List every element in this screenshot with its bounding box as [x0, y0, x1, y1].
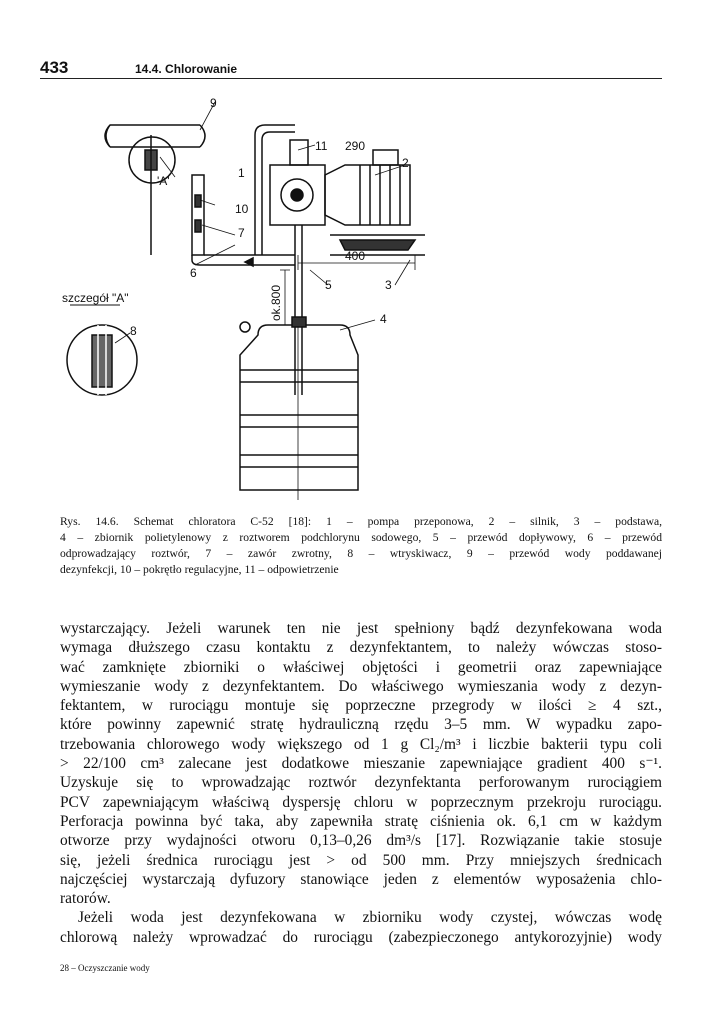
text-line: fektantem, w rurociągu montuje się poprzeczne przegrody w ilości ≥ 4 szt., [60, 697, 662, 715]
label-3: 3 [385, 278, 392, 292]
text-line: Jeżeli woda jest dezynfekowana w zbiorniku wody czystej, wówczas wodę [78, 909, 662, 927]
text-line: wymaga dłuższego czasu kontaktu z dezynfektantem, to należy wówczas stoso- [60, 639, 662, 657]
discharge-pipe [255, 125, 295, 255]
label-5: 5 [325, 278, 332, 292]
text-line: się, jeżeli średnica rurociągu jest > od 500 mm. Przy mniejszych średnicach [60, 851, 662, 869]
text-line: trzebowania chlorowego wody większego od 1 g Cl₂/m³ i liczbie bakterii typu coli [60, 735, 662, 753]
header-rule [40, 78, 662, 79]
dimension-lines [280, 255, 415, 325]
label-a: 'A' [157, 174, 170, 188]
motor [325, 150, 425, 255]
text-line: wać zamknięte zbiorniki o właściwej objętości i geometrii oraz zapewniające [60, 658, 662, 676]
body-text [60, 619, 662, 947]
text-line: otworze przy wydajności otworu 0,13–0,26 dm³/s [17]. Rozwiązanie takie stosuje [60, 832, 662, 850]
water-pipe [105, 125, 205, 255]
text-line: chlorową należy wprowadzać do rurociągu (zabezpieczonego antykorozyjnie) wody [60, 928, 662, 946]
page-number: 433 [40, 58, 69, 77]
running-header: 14.4. Chlorowanie [135, 62, 238, 76]
text-line: PCV zapewniającym właściwą dyspersję chloru w poprzecznym przekroju rurociągu. [60, 793, 662, 811]
label-4: 4 [380, 312, 387, 326]
caption-line: Rys. 14.6. Schemat chloratora C-52 [18]: 1 – pompa przeponowa, 2 – silnik, 3 – podstawa, [60, 515, 662, 528]
label-10: 10 [235, 202, 249, 216]
text-line: wymieszanie wody z dezynfektantem. Do właściwego wymieszania wody z dezyn- [60, 677, 662, 695]
caption-line: dezynfekcji, 10 – pokrętło regulacyjne, 11 – odpowietrzenie [60, 563, 339, 576]
text-line: najczęściej wystarczają dyfuzory stanowiące jeden z elementów wyposażenia chlo- [60, 870, 662, 888]
text-line: które powinny zapewnić stratę hydrauliczną rzędu 3–5 mm. W wypadku zapo- [60, 716, 662, 734]
text-line: ratorów. [60, 890, 111, 908]
label-9: 9 [210, 96, 217, 110]
caption-line: 4 – zbiornik polietylenowy z roztworem podchlorynu sodowego, 5 – przewód dopływowy, 6 – przewód [60, 531, 662, 544]
label-290: 290 [345, 139, 366, 153]
text-line: wystarczający. Jeżeli warunek ten nie jest spełniony bądź dezynfekowana woda [60, 620, 662, 637]
text-line: > 22/100 cm³ zalecane jest dodatkowe mieszanie zapewniające gradient 400 s⁻¹. [60, 755, 662, 773]
text-line: Perforacja powinna być taka, aby zapewniła stratę ciśnienia ok. 6,1 cm w każdym [60, 812, 662, 830]
detail-a [67, 305, 137, 395]
polyethylene-tank [240, 317, 358, 500]
label-6: 6 [190, 266, 197, 280]
label-1: 1 [238, 166, 245, 180]
label-8: 8 [130, 324, 137, 338]
diaphragm-pump [270, 140, 325, 395]
label-7: 7 [238, 226, 245, 240]
label-2: 2 [402, 156, 409, 170]
figure-caption [60, 514, 662, 578]
text-line: Uzyskuje się to wprowadzając roztwór dezynfektanta perforowanym rurociągiem [60, 774, 662, 792]
caption-line: odprowadzający roztwór, 7 – zawór zwrotny, 8 – wtryskiwacz, 9 – przewód wody poddawanej [60, 547, 662, 560]
chlorinator-diagram [40, 95, 460, 505]
label-detail-a: szczegół "A" [62, 291, 129, 305]
label-ok800: ok.800 [269, 284, 283, 321]
label-400: 400 [345, 249, 366, 263]
injector-line [192, 175, 295, 266]
page-footer: 28 – Oczyszczanie wody [60, 963, 150, 973]
label-11: 11 [315, 139, 328, 153]
